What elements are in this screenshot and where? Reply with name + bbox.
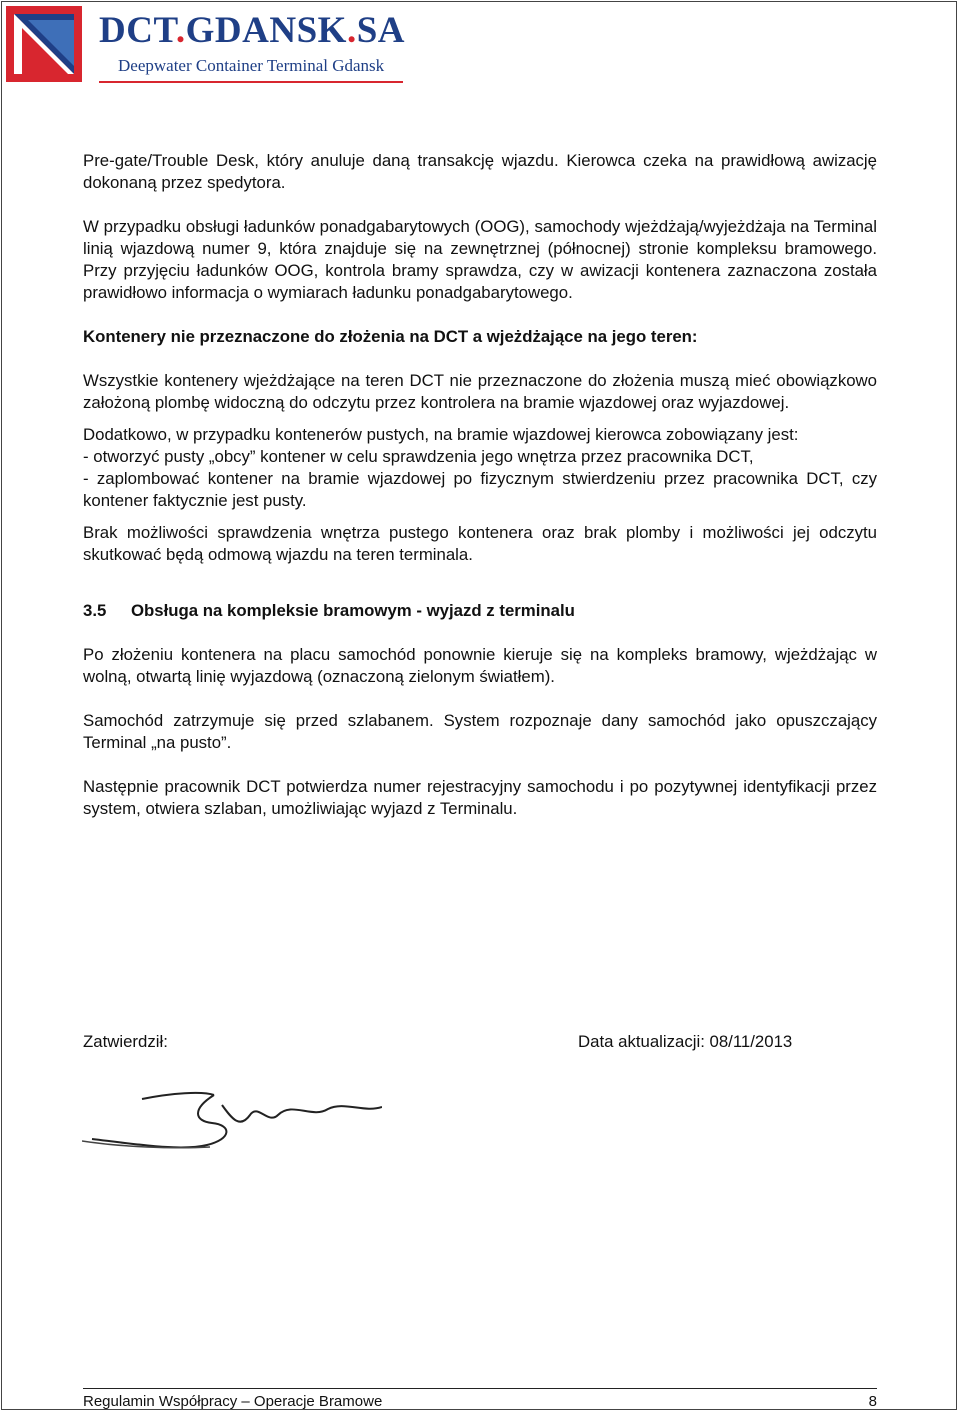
section-number: 3.5 <box>83 601 107 620</box>
document-body <box>83 150 877 820</box>
paragraph-empty-intro: Dodatkowo, w przypadku kontenerów pustych, na bramie wjazdowej kierowca zobowiązany jest: <box>83 425 799 444</box>
section-heading-3-5 <box>83 600 877 622</box>
paragraph-confirmation: Następnie pracownik DCT potwierdza numer rejestracyjny samochodu i po pozytywnej identyfikacji przez system, otwiera szlaban, umożliwiając wyjazd z Terminalu. <box>83 777 877 818</box>
paragraph-barrier: Samochód zatrzymuje się przed szlabanem. System rozpoznaje dany samochód jako opuszczający Terminal „na pusto”. <box>83 711 877 752</box>
paragraph-refusal: Brak możliwości sprawdzenia wnętrza pustego kontenera oraz brak plomby i możliwości jej odczytu skutkować będą odmową wjazdu na teren terminala. <box>83 523 877 564</box>
brand-underline <box>99 81 403 83</box>
paragraph-exit-lane: Po złożeniu kontenera na placu samochód ponownie kieruje się na kompleks bramowy, wjeżdżając w wolną, otwartą linię wyjazdową (oznaczoną zielonym światłem). <box>83 645 877 686</box>
list-item-seal-container: - zaplombować kontener na bramie wjazdowej po fizycznym stwierdzeniu przez pracownika DCT, czy kontener faktycznie jest pusty. <box>83 469 877 510</box>
footer-document-title: Regulamin Współpracy – Operacje Bramowe <box>83 1393 383 1410</box>
list-item-open-container: - otworzyć pusty „obcy” kontener w celu sprawdzenia jego wnętrza przez pracownika DCT, <box>83 447 754 466</box>
update-date-label: Data aktualizacji: 08/11/2013 <box>578 1032 793 1051</box>
heading-containers-not-stored: Kontenery nie przeznaczone do złożenia na DCT a wjeżdżające na jego teren: <box>83 327 698 346</box>
brand-name: DCT.GDANSK.SA <box>99 10 405 51</box>
footer-page-number: 8 <box>868 1393 877 1410</box>
logo-mark-icon <box>6 6 82 82</box>
signature-icon <box>82 1085 382 1165</box>
brand-subtitle: Deepwater Container Terminal Gdansk <box>118 56 385 75</box>
paragraph-pregate: Pre-gate/Trouble Desk, który anuluje daną transakcję wjazdu. Kierowca czeka na prawidłową awizację dokonaną przez spedytora. <box>83 151 877 192</box>
footer-divider <box>83 1388 877 1389</box>
section-title: Obsługa na kompleksie bramowym - wyjazd z terminalu <box>131 601 575 620</box>
paragraph-oog: W przypadku obsługi ładunków ponadgabarytowych (OOG), samochody wjeżdżają/wyjeżdżaja na Terminal linią wjazdową numer 9, która znajduje się na zewnętrznej (północnej) stronie kompleksu bramowego. Przy przyjęciu ładunków OOG, kontrola bramy sprawdza, czy w awizacji kontenera zaznaczona została prawidłowo informacja o wymiarach ładunku ponadgabarytowego. <box>83 217 877 302</box>
paragraph-seals: Wszystkie kontenery wjeżdżające na teren DCT nie przeznaczone do złożenia muszą mieć obowiązkowo założoną plombę widoczną do odczytu przez kontrolera na bramie wjazdowej oraz wyjazdowej. <box>83 371 877 412</box>
approved-by-label: Zatwierdził: <box>83 1032 168 1051</box>
company-logo <box>6 6 406 86</box>
